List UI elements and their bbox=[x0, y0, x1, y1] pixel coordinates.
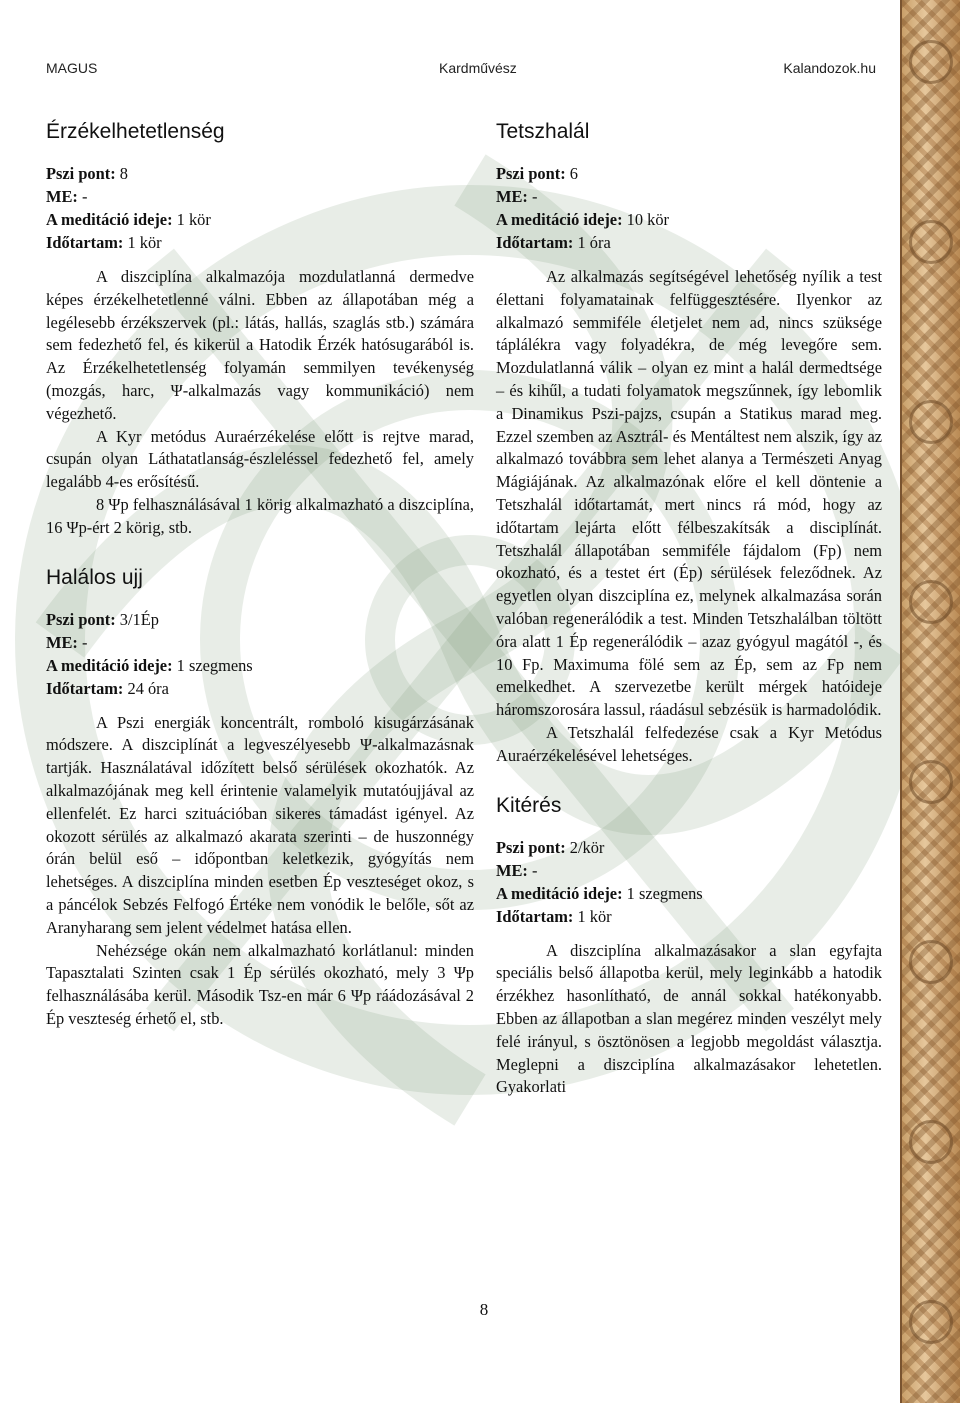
stat-value: 10 kör bbox=[626, 210, 669, 229]
knot-ornament-icon bbox=[909, 220, 953, 264]
stat-label: Pszi pont: bbox=[46, 164, 116, 183]
section-title: Halálos ujj bbox=[46, 565, 143, 589]
stat-block bbox=[46, 608, 474, 700]
stat-label: ME: bbox=[496, 860, 528, 880]
left-column bbox=[46, 116, 474, 1031]
body-paragraph: A Pszi energiák koncentrált, romboló kisugárzásának módszere. A diszciplínát a legveszélyesebb Ψ-alkalmazásnak tartják. Használatával időzített belső sérülések okozhatók. Az alkalmazójának meg kell érintenie valamelyik mutatóujjával az ellenfelét. Ez harci szituációban sikeres támadást igényel. Az okozott sérülés az alkalmazó akarata szerinti – de huszonnégy órán belül eső – időpontban keletkezik, gyógyítás nem lehetséges. A diszciplína minden esetben Ép veszteséget okoz, s a páncélok Sebzés Felfogó Értéke nem vonódik le belőle, sőt az Aranyharang sem jelent védelmet hatása ellen. bbox=[46, 712, 474, 937]
stat-value: 1 szegmens bbox=[176, 655, 253, 675]
knot-ornament-icon bbox=[909, 40, 953, 84]
stat-label: Időtartam: bbox=[46, 233, 124, 252]
stat-value: 2/kör bbox=[569, 837, 605, 857]
body-paragraph: A Kyr metódus Auraérzékelése előtt is rejtve marad, csupán olyan Láthatatlanság-észleléssel fedezhető fel, amely legalább 4-es erősítésű. bbox=[46, 426, 474, 492]
stat-value: 1 kör bbox=[127, 233, 162, 252]
section-erzekelhetetlenseg bbox=[46, 118, 474, 540]
stat-idotartam bbox=[496, 905, 882, 928]
decorative-border bbox=[900, 0, 960, 1403]
stat-meditacio bbox=[496, 882, 882, 905]
stat-label: Időtartam: bbox=[46, 678, 124, 698]
right-column bbox=[496, 116, 882, 1099]
stat-label: A meditáció ideje: bbox=[496, 210, 623, 229]
header-left: MAGUS bbox=[46, 60, 98, 76]
knot-ornament-icon bbox=[909, 1120, 953, 1164]
stat-pszi-pont bbox=[496, 836, 882, 859]
header-center: Kardművész bbox=[439, 60, 517, 76]
stat-label: Pszi pont: bbox=[496, 837, 566, 857]
stat-idotartam bbox=[496, 231, 882, 254]
stat-idotartam bbox=[46, 231, 474, 254]
body-paragraph: A diszciplína alkalmazásakor a slan egyfajta speciális belső állapotba kerül, mely leginkább a hatodik érzékhez hasonlítható, de annál sokkal hatékonyabb. Ebben az állapotban a slan megérez minden veszélyt mely felé irányul, s ösztönösen a legjobb megoldást választja. Meglepni a diszciplína alkalmazásakor lehetetlen. Gyakorlati bbox=[496, 940, 882, 1097]
header-right: Kalandozok.hu bbox=[783, 60, 876, 76]
stat-me bbox=[46, 185, 474, 208]
section-kiteres bbox=[496, 792, 882, 1100]
stat-value: - bbox=[531, 187, 538, 206]
stat-label: A meditáció ideje: bbox=[496, 883, 623, 903]
stat-value: - bbox=[531, 860, 538, 880]
knot-ornament-icon bbox=[909, 580, 953, 624]
page-number: 8 bbox=[479, 1300, 489, 1319]
stat-idotartam bbox=[46, 677, 474, 700]
stat-value: - bbox=[81, 632, 88, 652]
stat-value: 8 bbox=[119, 164, 128, 183]
body-paragraph: Nehézsége okán nem alkalmazható korlátlanul: minden Tapasztalati Szinten csak 1 Ép sérülés okozható, mely 3 Ψp felhasználásába kerül. Második Tsz-en már 6 Ψp ráádozásával 2 Ép veszteség érhető el, stb. bbox=[46, 940, 474, 1028]
stat-block bbox=[46, 162, 474, 254]
stat-me bbox=[496, 859, 882, 882]
knot-ornament-icon bbox=[909, 760, 953, 804]
stat-label: ME: bbox=[46, 187, 78, 206]
body-paragraph: A Tetszhalál felfedezése csak a Kyr Metódus Auraérzékelésével lehetséges. bbox=[496, 722, 882, 765]
stat-label: ME: bbox=[46, 632, 78, 652]
body-paragraph: 8 Ψp felhasználásával 1 körig alkalmazható a diszciplína, 16 Ψp-ért 2 körig, stb. bbox=[46, 494, 474, 537]
knot-ornament-icon bbox=[909, 940, 953, 984]
stat-meditacio bbox=[496, 208, 882, 231]
stat-label: A meditáció ideje: bbox=[46, 210, 173, 229]
stat-value: 1 óra bbox=[577, 233, 611, 252]
stat-value: 24 óra bbox=[127, 678, 169, 698]
page-header bbox=[46, 60, 876, 80]
section-tetszhalal bbox=[496, 118, 882, 768]
stat-label: Pszi pont: bbox=[496, 164, 566, 183]
section-title: Érzékelhetetlenség bbox=[46, 120, 225, 143]
stat-label: A meditáció ideje: bbox=[46, 655, 173, 675]
stat-meditacio bbox=[46, 208, 474, 231]
stat-label: Pszi pont: bbox=[46, 609, 116, 629]
stat-meditacio bbox=[46, 654, 474, 677]
body-paragraph: Az alkalmazás segítségével lehetőség nyílik a test élettani folyamatainak felfüggesztésére. Ilyenkor az alkalmazó semmiféle életjelet nem ad, nincs szüksége táplálékra vagy folyadékra, de még levegőre sem. Mozdulatlanná válik – olyan ez mint a halál dermedtsége – és kihűl, a tudati folyamatok megszűnnek, így lebomlik a Dinamikus Pszi-pajzs, csupán a Statikus marad meg. Ezzel szemben az Asztrál- és Mentáltest nem alszik, így az alkalmazó továbbra sem lehet alanya a Természeti Anyag Mágiájának. Az alkalmazónak előre el kell döntenie a Tetszhalál időtartamát, mert nincs rá mód, hogy az időtartam lejárta előtt félbeszakítsák a disciplínát. Tetszhalál állapotában semmiféle fájdalom (Fp) nem okozható, és a testet ért (Ép) sérülések feleződnek. Az egyetlen olyan diszciplína ez, melynek alkalmazása során valóban regenerálódik a test. Minden Tetszhalálban töltött óra alatt 1 Ép regenerálódik – azaz gyógyul magától -, és 10 Fp. Maximuma fölé sem az Ép, sem az Fp nem emelkedhet. A szervezetbe került mérgek hatóideje háromszorosára lassul, ráadásul sebzésük is harmadolódik. bbox=[496, 267, 882, 720]
section-title: Kitérés bbox=[496, 793, 562, 817]
stat-label: Időtartam: bbox=[496, 233, 574, 252]
stat-block bbox=[496, 162, 882, 254]
stat-block bbox=[496, 836, 882, 928]
stat-me bbox=[496, 185, 882, 208]
section-halalos-ujj bbox=[46, 564, 474, 1031]
stat-pszi-pont bbox=[46, 608, 474, 631]
stat-label: ME: bbox=[496, 187, 528, 206]
stat-value: 1 szegmens bbox=[626, 883, 703, 903]
stat-me bbox=[46, 631, 474, 654]
stat-label: Időtartam: bbox=[496, 906, 574, 926]
stat-value: 1 kör bbox=[176, 210, 211, 229]
section-title: Tetszhalál bbox=[496, 120, 590, 143]
stat-value: 6 bbox=[569, 164, 578, 183]
stat-value: - bbox=[81, 187, 88, 206]
knot-ornament-icon bbox=[909, 400, 953, 444]
stat-pszi-pont bbox=[496, 162, 882, 185]
stat-pszi-pont bbox=[46, 162, 474, 185]
knot-ornament-icon bbox=[909, 1300, 953, 1344]
stat-value: 1 kör bbox=[577, 906, 612, 926]
body-paragraph: A diszciplína alkalmazója mozdulatlanná dermedve képes érzékelhetetlenné válni. Ebben az állapotában még a legélesebb érzékszervek (pl.: látás, hallás, szaglás stb.) számára sem fedezhető fel, és kikerül a Hatodik Érzék hatósugarából is. Az Érzékelhetetlenség folyamán semmilyen tevékenység (mozgás, harc, Ψ-alkalmazás vagy kommunikáció) nem végezhető. bbox=[46, 267, 474, 423]
stat-value: 3/1Ép bbox=[119, 609, 159, 629]
